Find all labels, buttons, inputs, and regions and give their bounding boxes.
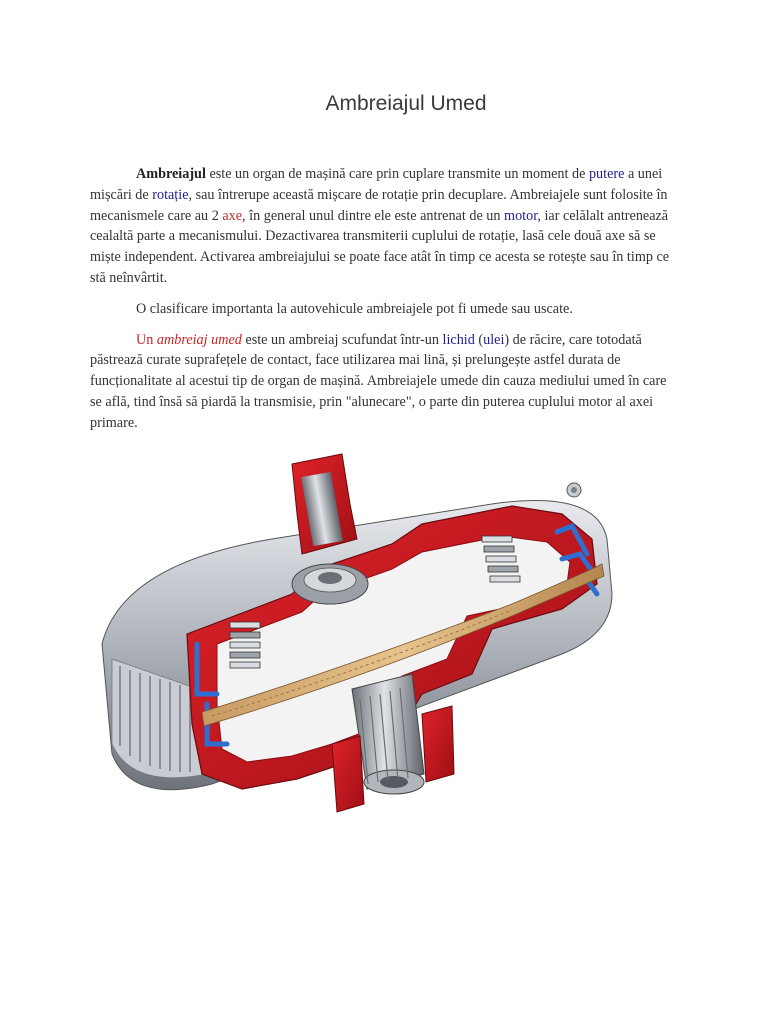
link-lichid[interactable]: lichid	[442, 331, 475, 348]
document-title: Ambreiajul Umed	[325, 92, 487, 115]
lead-text: Un	[136, 331, 157, 348]
link-motor[interactable]: motor	[504, 207, 538, 224]
link-ulei[interactable]: ulei	[483, 331, 505, 348]
link-putere[interactable]: putere	[588, 166, 625, 182]
text-span: ) de răcire, care totodată păstrează curate suprafețele de contact, face utilizarea mai lină, și prelungește astfel durata de funcționalitate al acestui tip de organ de mașină. Ambreiajele umede din cauza mediului umed în care se află, tind însă să piardă la transmisie, prin "alunecare", o parte din puterea cuplului motor al axei primare.	[90, 331, 667, 431]
paragraph-classification: O clasificare importanta la autovehicule ambreiajele pot fi umede sau uscate.	[136, 300, 573, 317]
text-span: este un organ de mașină care prin cuplare transmite un moment de	[205, 166, 589, 182]
wet-clutch-cutaway-illustration	[92, 444, 622, 844]
text-span: , în general unul dintre ele este antrenat de un	[242, 207, 505, 224]
text-span: a unei mișcări de	[90, 166, 663, 203]
text-span: , iar celălalt antrenează cealaltă parte a mecanismului. Dezactivarea transmiterii cuplului de rotație, lasă cele două axe să se miște independent. Activarea ambreiajului se poate face atât în timp ce acesta se rotește sau în timp ce stă neînvârtit.	[90, 207, 670, 286]
housing-bolt	[567, 483, 581, 497]
link-axe[interactable]: axe	[222, 207, 243, 224]
paragraph-definition	[90, 164, 680, 289]
bearing	[292, 564, 368, 604]
document-body	[90, 164, 680, 444]
term-ambreiaj-umed: ambreiaj umed	[156, 331, 242, 348]
text-span: (	[474, 331, 484, 348]
paragraph-wet-clutch	[90, 330, 680, 434]
link-rotatie[interactable]: rotație	[152, 186, 189, 203]
input-shaft	[292, 454, 357, 554]
term-ambreiajul: Ambreiajul	[136, 166, 206, 182]
text-span: , sau întrerupe această mișcare de rotație prin decuplare. Ambreiajele sunt folosite în mecanismele care au 2	[90, 186, 668, 224]
text-span: este un ambreiaj scufundat într-un	[241, 331, 443, 348]
